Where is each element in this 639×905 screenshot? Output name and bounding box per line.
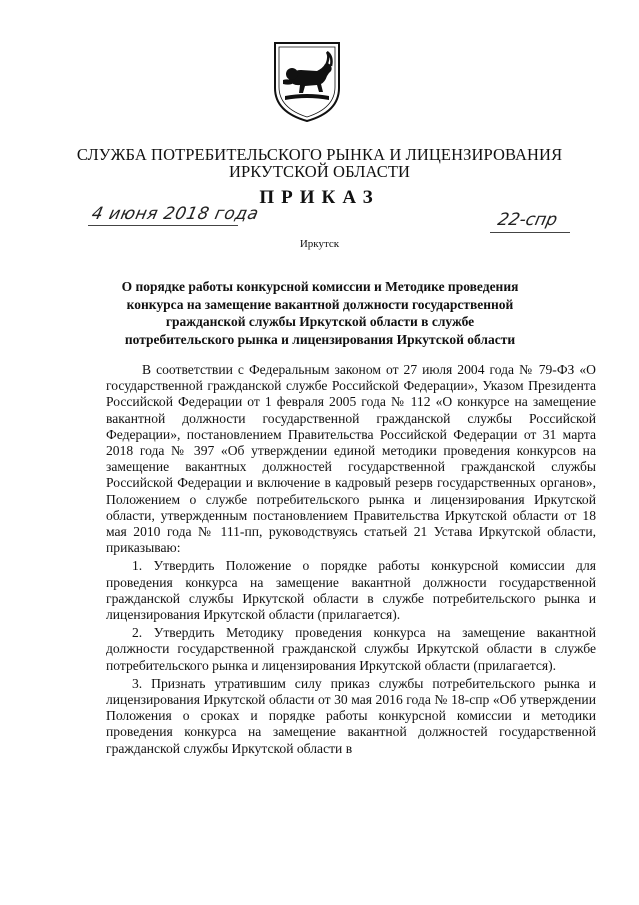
order-heading: О порядке работы конкурсной комиссии и Методике проведения конкурса на замещение вакантной должности государственной гражданской службы Иркутской области в службе потребительского рынка и лицензирования Иркутской области bbox=[121, 279, 519, 347]
order-item-3: 3. Признать утратившим силу приказ службы потребительского рынка и лицензирования Иркутской области от 30 мая 2016 года № 18-спр «Об утверждении Положения о сроках и порядке работы конкурсной комиссии и методики проведения конкурса на замещение вакантной должностей государственной гражданской службы Иркутской области в bbox=[106, 675, 596, 756]
document-body bbox=[106, 362, 596, 757]
agency-name-line-1: СЛУЖБА ПОТРЕБИТЕЛЬСКОГО РЫНКА И ЛИЦЕНЗИРОВАНИЯ bbox=[76, 145, 563, 164]
coat-of-arms-icon bbox=[271, 40, 343, 124]
order-item-2: 2. Утвердить Методику проведения конкурса на замещение вакантной должности государственной гражданской службы Иркутской области в службе потребительского рынка и лицензирования Иркутской области (прилагается). bbox=[106, 625, 596, 673]
agency-name-line-2: ИРКУТСКОЙ ОБЛАСТИ bbox=[228, 162, 411, 181]
handwritten-date: 4 июня 2018 года bbox=[89, 204, 261, 224]
handwritten-order-number: 22-спр bbox=[495, 210, 560, 230]
preamble-paragraph: В соответствии с Федеральным законом от 27 июля 2004 года № 79-ФЗ «О государственной гражданской службе Российской Федерации», Указом Президента Российской Федерации от 1 февраля 2005 года № 112 «О конкурсе на замещение вакантной должности государственной гражданской службы Российской Федерации», постановлением Правительства Российской Федерации от 31 марта 2018 года № 397 «Об утверждении единой методики проведения конкурсов на замещение вакантных должностей государственной гражданской службы Российской Федерации и включение в кадровый резерв государственных органов», Положением о службе потребительского рынка и лицензирования Иркутской области, утвержденным постановлением Правительства Иркутской области от 18 мая 2010 года № 111-пп, руководствуясь статьей 21 Устава Иркутской области, приказываю: bbox=[106, 362, 596, 556]
city-name: Иркутск bbox=[299, 238, 340, 250]
date-underline bbox=[88, 225, 238, 226]
order-item-1: 1. Утвердить Положение о порядке работы конкурсной комиссии для проведения конкурса на замещение вакантной должности государственной гражданской службы Иркутской области в службе потребительского рынка и лицензирования Иркутской области (прилагается). bbox=[106, 558, 596, 623]
document-type-title: ПРИКАЗ bbox=[259, 187, 380, 208]
number-underline bbox=[490, 232, 570, 233]
